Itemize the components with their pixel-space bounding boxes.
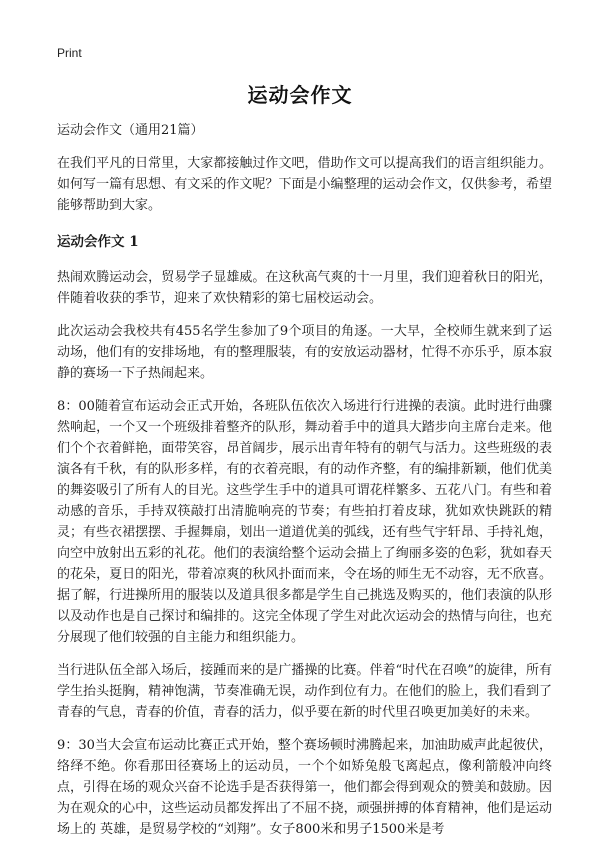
body-paragraph: 8：00随着宣布运动会正式开始，各班队伍依次入场进行行进操的表演。此时进行曲骤然响起，一个又一个班级排着整齐的队形，舞动着手中的道具大踏步向主席台走来。他们个个衣着鲜艳，面带笑容，昂首阔步，展示出青年特有的朝气与活力。这些班级的表演各有千秋，有的队形多样，有的衣着亮眼，有的动作齐整，有的编排新颖，他们优美的舞姿吸引了所有人的目光。这些学生手中的道具可谓花样繁多、五花八门。有些和着动感的音乐，手持双筷敲打出清脆响亮的节奏；有些拍打着皮球，犹如欢快跳跃的精灵；有些衣裙摆摆、手握舞扇，划出一道道优美的弧线，还有些气宇轩昂、手持礼炮，向空中放射出五彩的礼花。他们的表演给整个运动会描上了绚丽多姿的色彩，犹如春天的花朵，夏日的阳光，带着凉爽的秋风扑面而来，令在场的师生无不动容，无不欣喜。据了解，行进操所用的服装以及道具很多都是学生自己挑选及购买的，他们表演的队形以及动作也是自己探讨和编排的。这完全体现了学生对此次运动会的热情与向往，也充分展现了他们较强的自主能力和组织能力。 <box>57 399 552 645</box>
body-paragraph: 9：30当大会宣布运动比赛正式开始，整个赛场顿时沸腾起来，加油助威声此起彼伏，络绎不绝。你看那田径赛场上的运动员，一个个如矫兔般飞离起点，像利箭般冲向终点，引得在场的观众兴奋不论选手是否获得第一，他们都会得到观众的赞美和鼓励。因为在观众的心中，这些运动员都发挥出了不屈不挠，顽强拼搏的体育精神，他们是运动场上的 英雄，是贸易学校的“刘翔”。女子800米和男子1500米是考 <box>57 738 552 837</box>
page-title: 运动会作文 <box>247 83 353 107</box>
print-link[interactable]: Print <box>57 46 82 60</box>
body-paragraph: 热闹欢腾运动会，贸易学子显雄威。在这秋高气爽的十一月里，我们迎着秋日的阳光，伴随着收获的季节，迎来了欢快精彩的第七届校运动会。 <box>57 270 552 306</box>
body-paragraph: 当行进队伍全部入场后，接踵而来的是广播操的比赛。伴着“时代在召唤”的旋律，所有学生抬头挺胸，精神饱满，节奏准确无误，动作到位有力。在他们的脸上，我们看到了青春的气息，青春的价值，青春的活力，似乎要在新的时代里召唤更加美好的未来。 <box>57 663 552 720</box>
intro-paragraph: 在我们平凡的日常里，大家都接触过作文吧，借助作文可以提高我们的语言组织能力。如何写一篇有思想、有文采的作文呢？下面是小编整理的运动会作文，仅供参考，希望能够帮助到大家。 <box>57 156 552 213</box>
article-subtitle: 运动会作文（通用21篇） <box>57 123 204 138</box>
body-paragraph: 此次运动会我校共有455名学生参加了9个项目的角逐。一大早，全校师生就来到了运动场，他们有的安排场地，有的整理服装，有的安放运动器材，忙得不亦乐乎，原本寂静的赛场一下子热闹起来。 <box>57 324 552 381</box>
article-body <box>57 120 552 852</box>
section-heading: 运动会作文 1 <box>57 234 139 250</box>
